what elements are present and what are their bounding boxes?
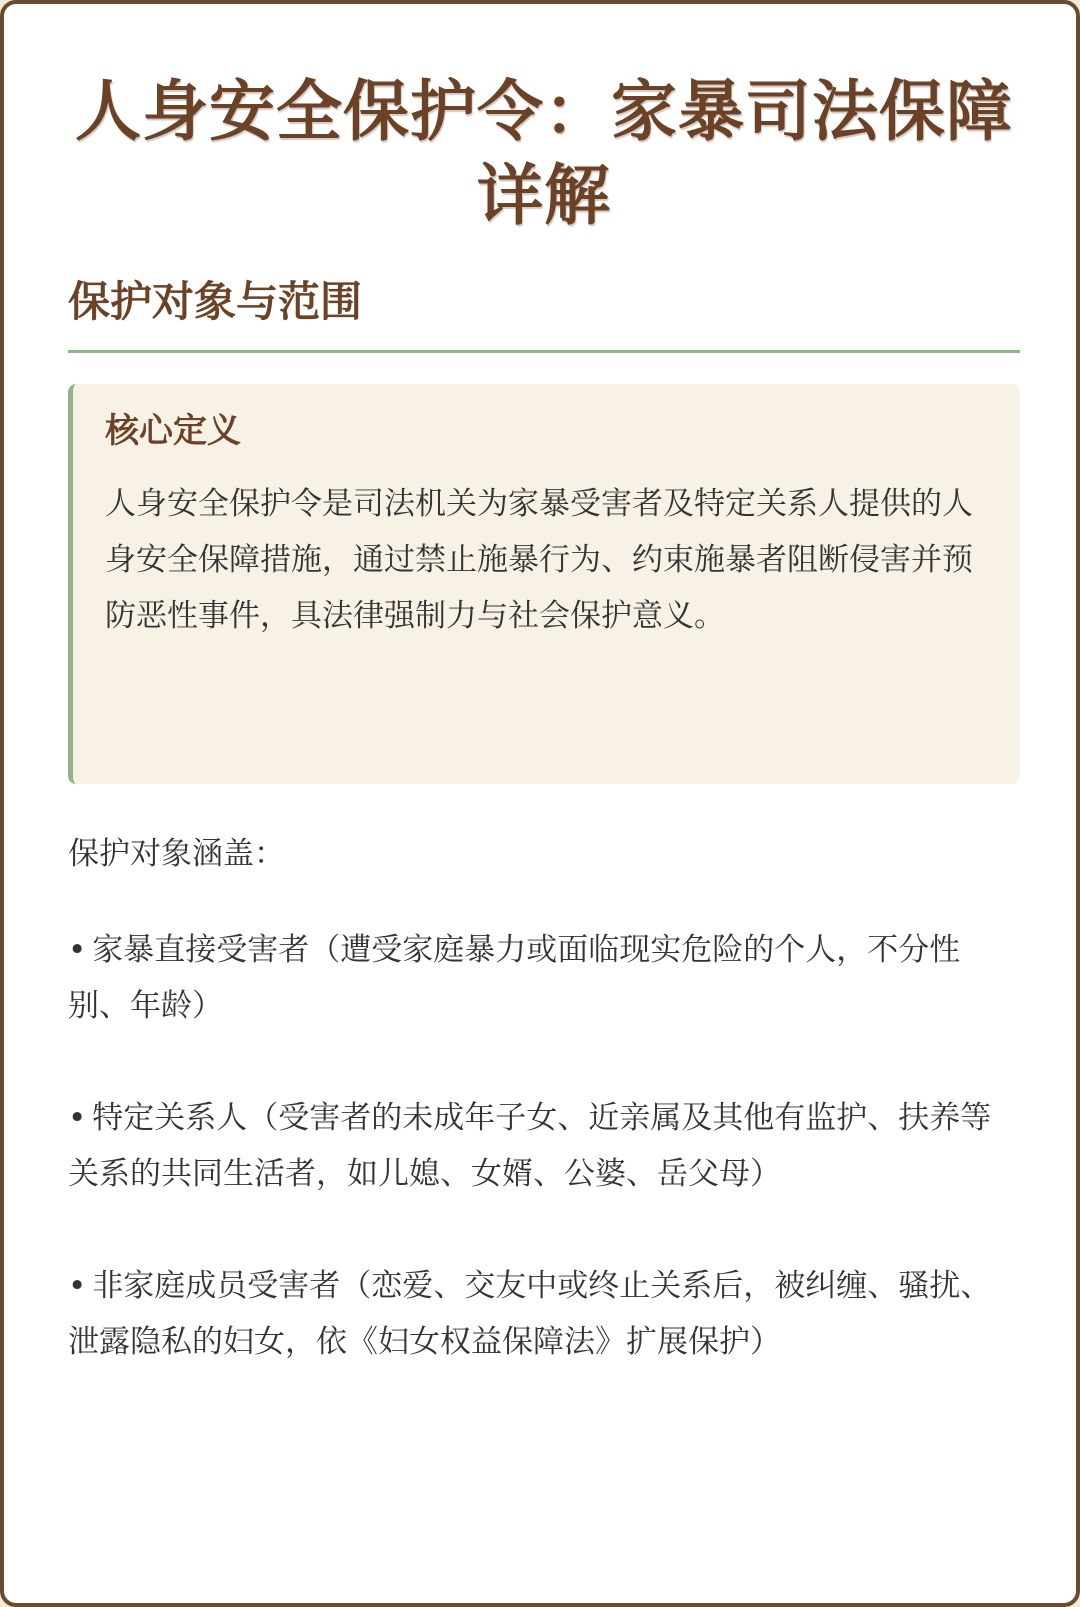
list-item-text: 特定关系人（受害者的未成年子女、近亲属及其他有监护、扶养等关系的共同生活者，如儿媳、女婿、公婆、岳父母） — [68, 1100, 992, 1192]
card-body: 人身安全保护令是司法机关为家暴受害者及特定关系人提供的人身安全保障措施，通过禁止施暴行为、约束施暴者阻断侵害并预防恶性事件，具法律强制力与社会保护意义。 — [105, 486, 973, 634]
section-divider — [68, 350, 1020, 353]
protected-parties-list — [68, 922, 1020, 1426]
intro-text: 保护对象涵盖： — [68, 836, 285, 872]
list-item-text: 家暴直接受害者（遭受家庭暴力或面临现实危险的个人，不分性别、年龄） — [68, 932, 961, 1024]
bullet-dot-icon: • — [68, 1100, 87, 1136]
list-item — [68, 1258, 1020, 1370]
definition-card — [68, 384, 1020, 784]
list-item — [68, 922, 1020, 1034]
list-item — [68, 1090, 1020, 1202]
bullet-dot-icon: • — [68, 932, 87, 968]
page-title: 人身安全保护令：家暴司法保障详解 — [75, 73, 1013, 234]
section-title: 保护对象与范围 — [68, 277, 363, 326]
list-item-text: 非家庭成员受害者（恋爱、交友中或终止关系后，被纠缠、骚扰、泄露隐私的妇女，依《妇女权益保障法》扩展保护） — [68, 1268, 992, 1360]
bullet-dot-icon: • — [68, 1268, 87, 1304]
card-title: 核心定义 — [105, 411, 241, 451]
